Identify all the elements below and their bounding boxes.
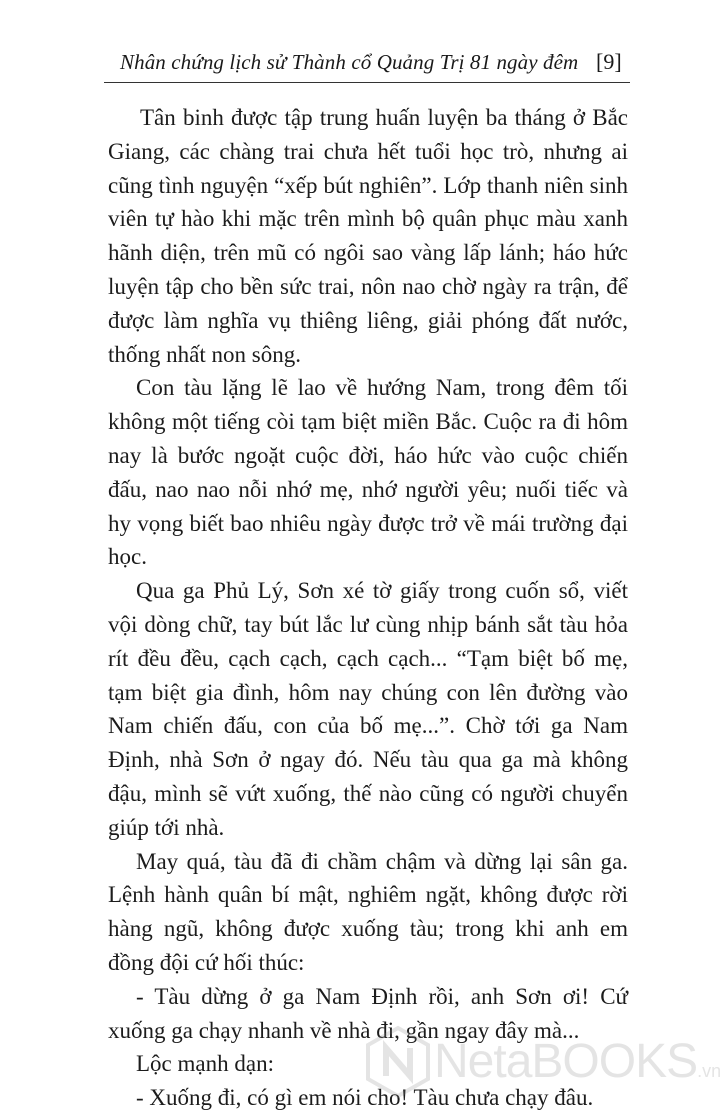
watermark xyxy=(360,1024,721,1104)
paragraph: Tân binh được tập trung huấn luyện ba tháng ở Bắc Giang, các chàng trai chưa hết tuổi học trò, nhưng ai cũng tình nguyện “xếp bút nghiên”. Lớp thanh niên sinh viên tự hào khi mặc trên mình bộ quân phục màu xanh hãnh diện, trên mũ có ngôi sao vàng lấp lánh; háo hức luyện tập cho bền sức trai, nôn nao chờ ngày ra trận, để được làm nghĩa vụ thiêng liêng, giải phóng đất nước, thống nhất non sông. xyxy=(108,105,628,367)
watermark-text xyxy=(434,1034,721,1099)
paragraph: May quá, tàu đã đi chầm chậm và dừng lại sân ga. Lệnh hành quân bí mật, nghiêm ngặt, không được rời hàng ngũ, không được xuống tàu; trong khi anh em đồng đội cứ hối thúc: xyxy=(108,848,628,975)
watermark-brand: NetaBOOKS xyxy=(434,1035,698,1088)
page-body xyxy=(108,101,628,1115)
dialogue-line: - Xuống đi, có gì em nói cho! Tàu chưa chạy đâu. xyxy=(136,1085,594,1111)
header-divider xyxy=(104,82,630,83)
page-header xyxy=(0,0,700,90)
paragraph: Qua ga Phủ Lý, Sơn xé tờ giấy trong cuốn sổ, viết vội dòng chữ, tay bút lắc lư cùng nhịp bánh sắt tàu hỏa rít đều đều, cạch cạch, cạch cạch... “Tạm biệt bố mẹ, tạm biệt gia đình, hôm nay chúng con lên đường vào Nam chiến đấu, con của bố mẹ...”. Chờ tới ga Nam Định, nhà Sơn ở ngay đó. Nếu tàu qua ga mà không đậu, mình sẽ vứt xuống, thế nào cũng có người chuyển giúp tới nhà. xyxy=(108,578,628,840)
paragraph: Lộc mạnh dạn: xyxy=(136,1051,274,1077)
paragraph: Con tàu lặng lẽ lao về hướng Nam, trong đêm tối không một tiếng còi tạm biệt miền Bắc. Cuộc ra đi hôm nay là bước ngoặt cuộc đời, háo hức vào cuộc chiến đấu, nao nao nỗi nhớ mẹ, nhớ người yêu; nuối tiếc và hy vọng biết bao nhiêu ngày được trở về mái trường đại học. xyxy=(108,375,628,570)
page-number: [9] xyxy=(596,49,622,74)
running-title: Nhân chứng lịch sử Thành cổ Quảng Trị 81 ngày đêm xyxy=(120,50,579,74)
n-logo-icon xyxy=(366,1026,430,1098)
dialogue-line: - Tàu dừng ở ga Nam Định rồi, anh Sơn ơi! Cứ xuống ga chạy nhanh về nhà đi, gần ngay đây mà... xyxy=(108,983,628,1043)
watermark-suffix: .vn xyxy=(697,1061,721,1081)
